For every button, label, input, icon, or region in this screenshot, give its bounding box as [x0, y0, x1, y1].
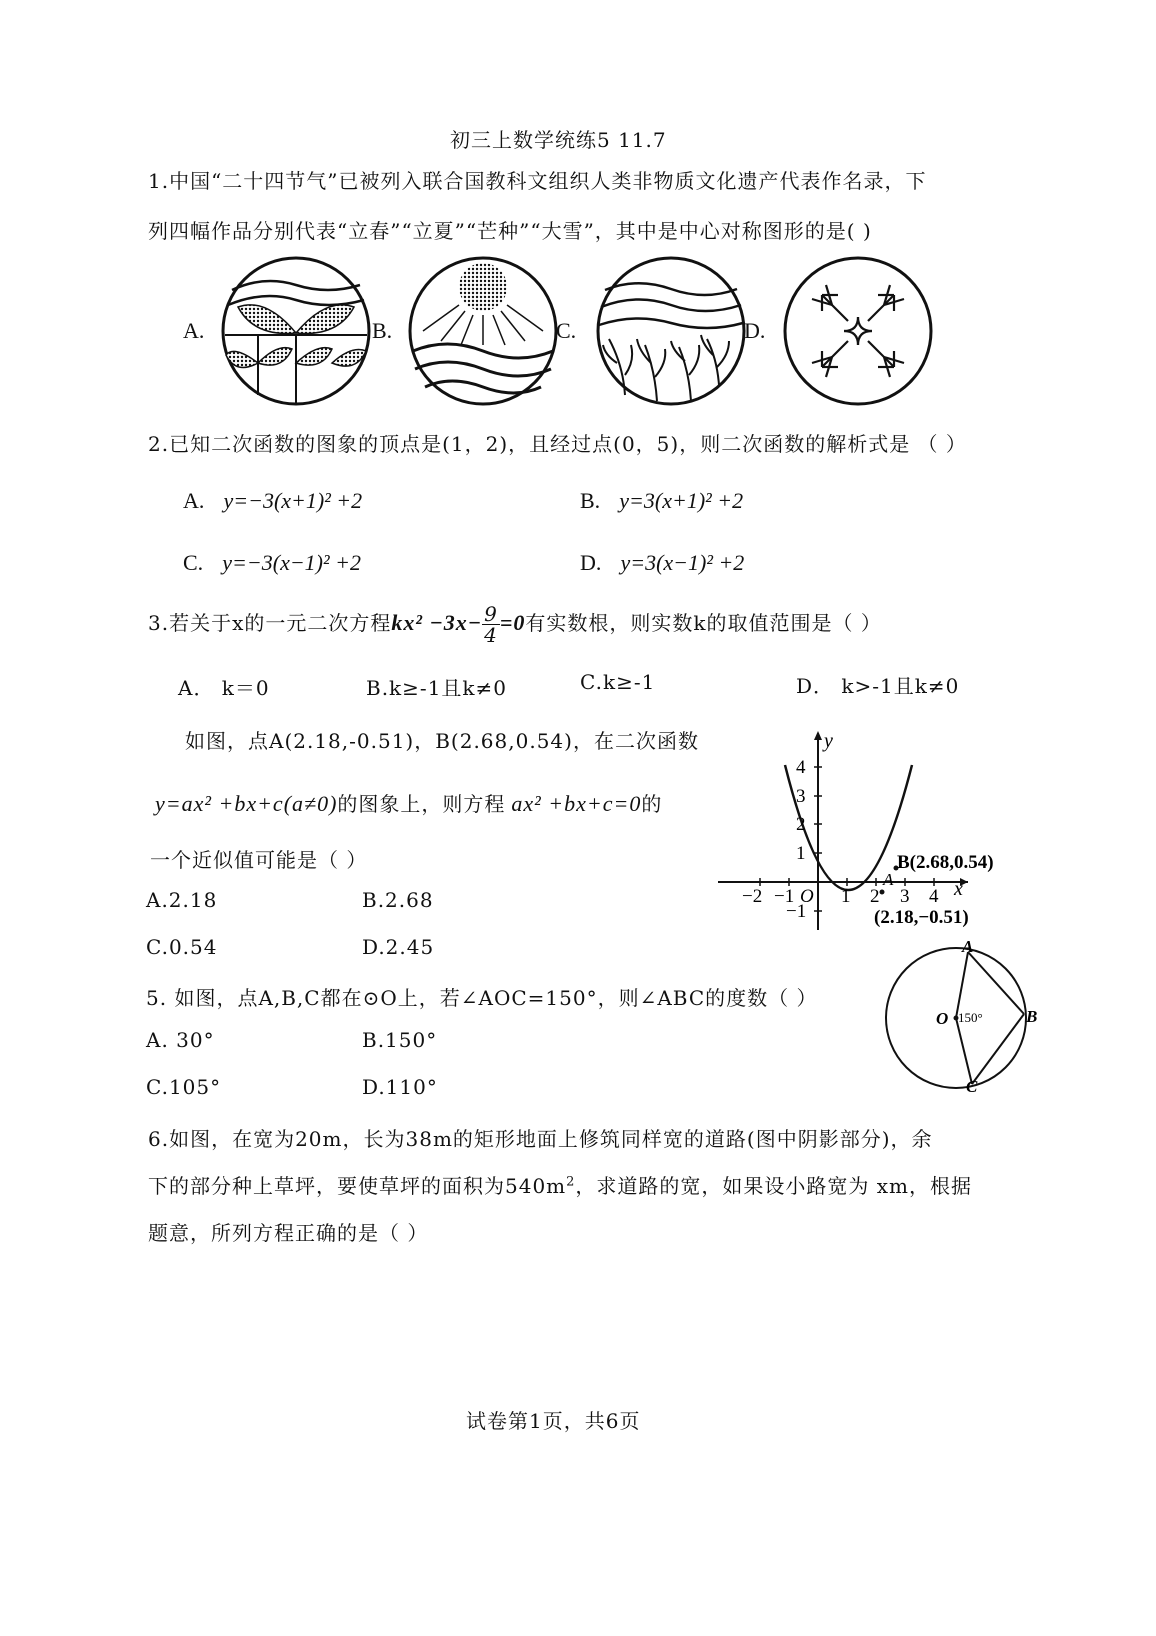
q4-stem-line3: 一个近似值可能是（ ） — [150, 848, 368, 872]
q2-stem: 2.已知二次函数的图象的顶点是(1，2)，且经过点(0，5)，则二次函数的解析式是 （ ） — [148, 432, 967, 456]
q3-eq-right: =0 — [499, 610, 526, 635]
q1-stem-line1: 1.中国“二十四节气”已被列入联合国教科文组织人类非物质文化遗产代表作名录，下 — [148, 169, 927, 193]
q5-stem: 5. 如图，点A,B,C都在⊙O上，若∠AOC=150°，则∠ABC的度数（ ） — [146, 986, 818, 1010]
y-tick-neg1: −1 — [786, 901, 807, 922]
y-tick-4: 4 — [796, 757, 806, 778]
q4-option-a: A.2.18 — [146, 888, 218, 912]
q2-option-b-expr: y=3(x+1)² +2 — [619, 488, 744, 513]
q2-option-b — [580, 488, 743, 514]
q3-frac-den: 4 — [484, 623, 498, 647]
q6-stem-line3: 题意，所列方程正确的是（ ） — [148, 1221, 429, 1245]
q5-option-d: D.110° — [362, 1075, 438, 1099]
q2-option-b-label: B. — [580, 488, 601, 513]
q4-equation: ax² +bx+c=0 — [511, 791, 642, 816]
q2-option-a — [183, 488, 362, 514]
q5-option-c: C.105° — [146, 1075, 222, 1099]
q6-line2-pre: 下的部分种上草坪，要使草坪的面积为540m — [148, 1174, 567, 1198]
q2-option-c — [183, 550, 361, 576]
q5-option-b: B.150° — [362, 1028, 438, 1052]
page-footer: 试卷第1页，共6页 — [466, 1409, 641, 1433]
y-tick-3: 3 — [796, 786, 806, 807]
q2-option-c-expr: y=−3(x−1)² +2 — [222, 550, 361, 575]
q3-fraction — [482, 604, 500, 645]
y-tick-2: 2 — [796, 814, 806, 835]
point-b-label: B — [1026, 1007, 1038, 1026]
q3-stem-post: 有实数根，则实数k的取值范围是（ ） — [525, 611, 882, 635]
q6-stem-line2 — [148, 1170, 972, 1199]
q4-stem-line1: 如图，点A(2.18,-0.51)，B(2.68,0.54)，在二次函数 — [185, 729, 699, 753]
point-a-label: A — [962, 937, 974, 956]
q2-option-c-label: C. — [183, 550, 204, 575]
point-a-dot — [880, 890, 885, 895]
q3-option-c: C.k≥-1 — [580, 670, 656, 694]
x-axis-label: x — [954, 878, 963, 900]
y-axis-label: y — [824, 730, 833, 752]
q6-line2-post: ，求道路的宽，如果设小路宽为 xm，根据 — [575, 1174, 973, 1198]
q4-function: y=ax² +bx+c(a≠0) — [155, 791, 338, 816]
q1-stem-line2: 列四幅作品分别代表“立春”“立夏”“芒种”“大雪”，其中是中心对称图形的是( ) — [148, 219, 872, 243]
q1-option-a-label: A. — [183, 318, 205, 343]
q4-stem-tail: 的 — [641, 792, 663, 816]
q3-frac-num: 9 — [484, 602, 498, 626]
q4-stem-line2 — [155, 788, 662, 817]
x-tick-1: 1 — [841, 886, 851, 907]
q2-option-d-expr: y=3(x−1)² +2 — [620, 550, 745, 575]
q2-option-a-label: A. — [183, 488, 205, 513]
q4-option-d: D.2.45 — [362, 935, 435, 959]
x-tick-neg1: −1 — [774, 886, 795, 907]
q1-option-b-label: B. — [372, 318, 393, 343]
point-c-label: C — [966, 1077, 978, 1096]
origin-label: O — [800, 886, 814, 907]
q3-option-b: B.k≥-1且k≠0 — [366, 676, 508, 700]
y-tick-1: 1 — [796, 843, 806, 864]
q1-figure-d — [782, 255, 934, 407]
q3-stem — [148, 604, 882, 645]
x-tick-2: 2 — [870, 886, 880, 907]
q4-option-b: B.2.68 — [362, 888, 434, 912]
q4-option-c: C.0.54 — [146, 935, 218, 959]
q4-parabola-graph — [700, 725, 1020, 935]
point-a-letter: A — [883, 870, 894, 889]
y-axis-arrow — [814, 731, 822, 740]
q3-option-d: D． k>-1且k≠0 — [796, 674, 960, 698]
q2-option-d — [580, 550, 744, 576]
q3-eq-left: kx² −3x− — [391, 610, 483, 635]
q6-line2-sup: 2 — [566, 1174, 576, 1190]
q6-stem-line1: 6.如图，在宽为20m，长为38m的矩形地面上修筑同样宽的道路(图中阴影部分)，余 — [148, 1127, 933, 1151]
point-o-label: O — [936, 1009, 949, 1028]
q1-figure-b — [407, 255, 559, 407]
q3-option-a: A． k＝0 — [178, 676, 270, 700]
point-a-coords: (2.18,−0.51) — [874, 907, 969, 928]
q2-option-a-expr: y=−3(x+1)² +2 — [223, 488, 363, 513]
q1-figure-a — [220, 255, 372, 407]
page-title: 初三上数学统练5 11.7 — [450, 128, 667, 152]
x-tick-3: 3 — [900, 886, 910, 907]
x-tick-4: 4 — [929, 886, 939, 907]
point-b-label: B(2.68,0.54) — [897, 852, 994, 873]
q5-circle-figure — [876, 937, 1046, 1096]
q2-option-d-label: D. — [580, 550, 602, 575]
q1-figure-c — [595, 255, 747, 407]
x-tick-neg2: −2 — [742, 886, 763, 907]
q1-option-d-label: D. — [744, 318, 766, 343]
angle-label: 150° — [958, 1010, 983, 1025]
q4-stem-mid: 的图象上，则方程 — [337, 792, 506, 816]
q1-option-c-label: C. — [556, 318, 577, 343]
q5-option-a: A. 30° — [146, 1028, 215, 1052]
q3-stem-pre: 3.若关于x的一元二次方程 — [148, 611, 392, 635]
